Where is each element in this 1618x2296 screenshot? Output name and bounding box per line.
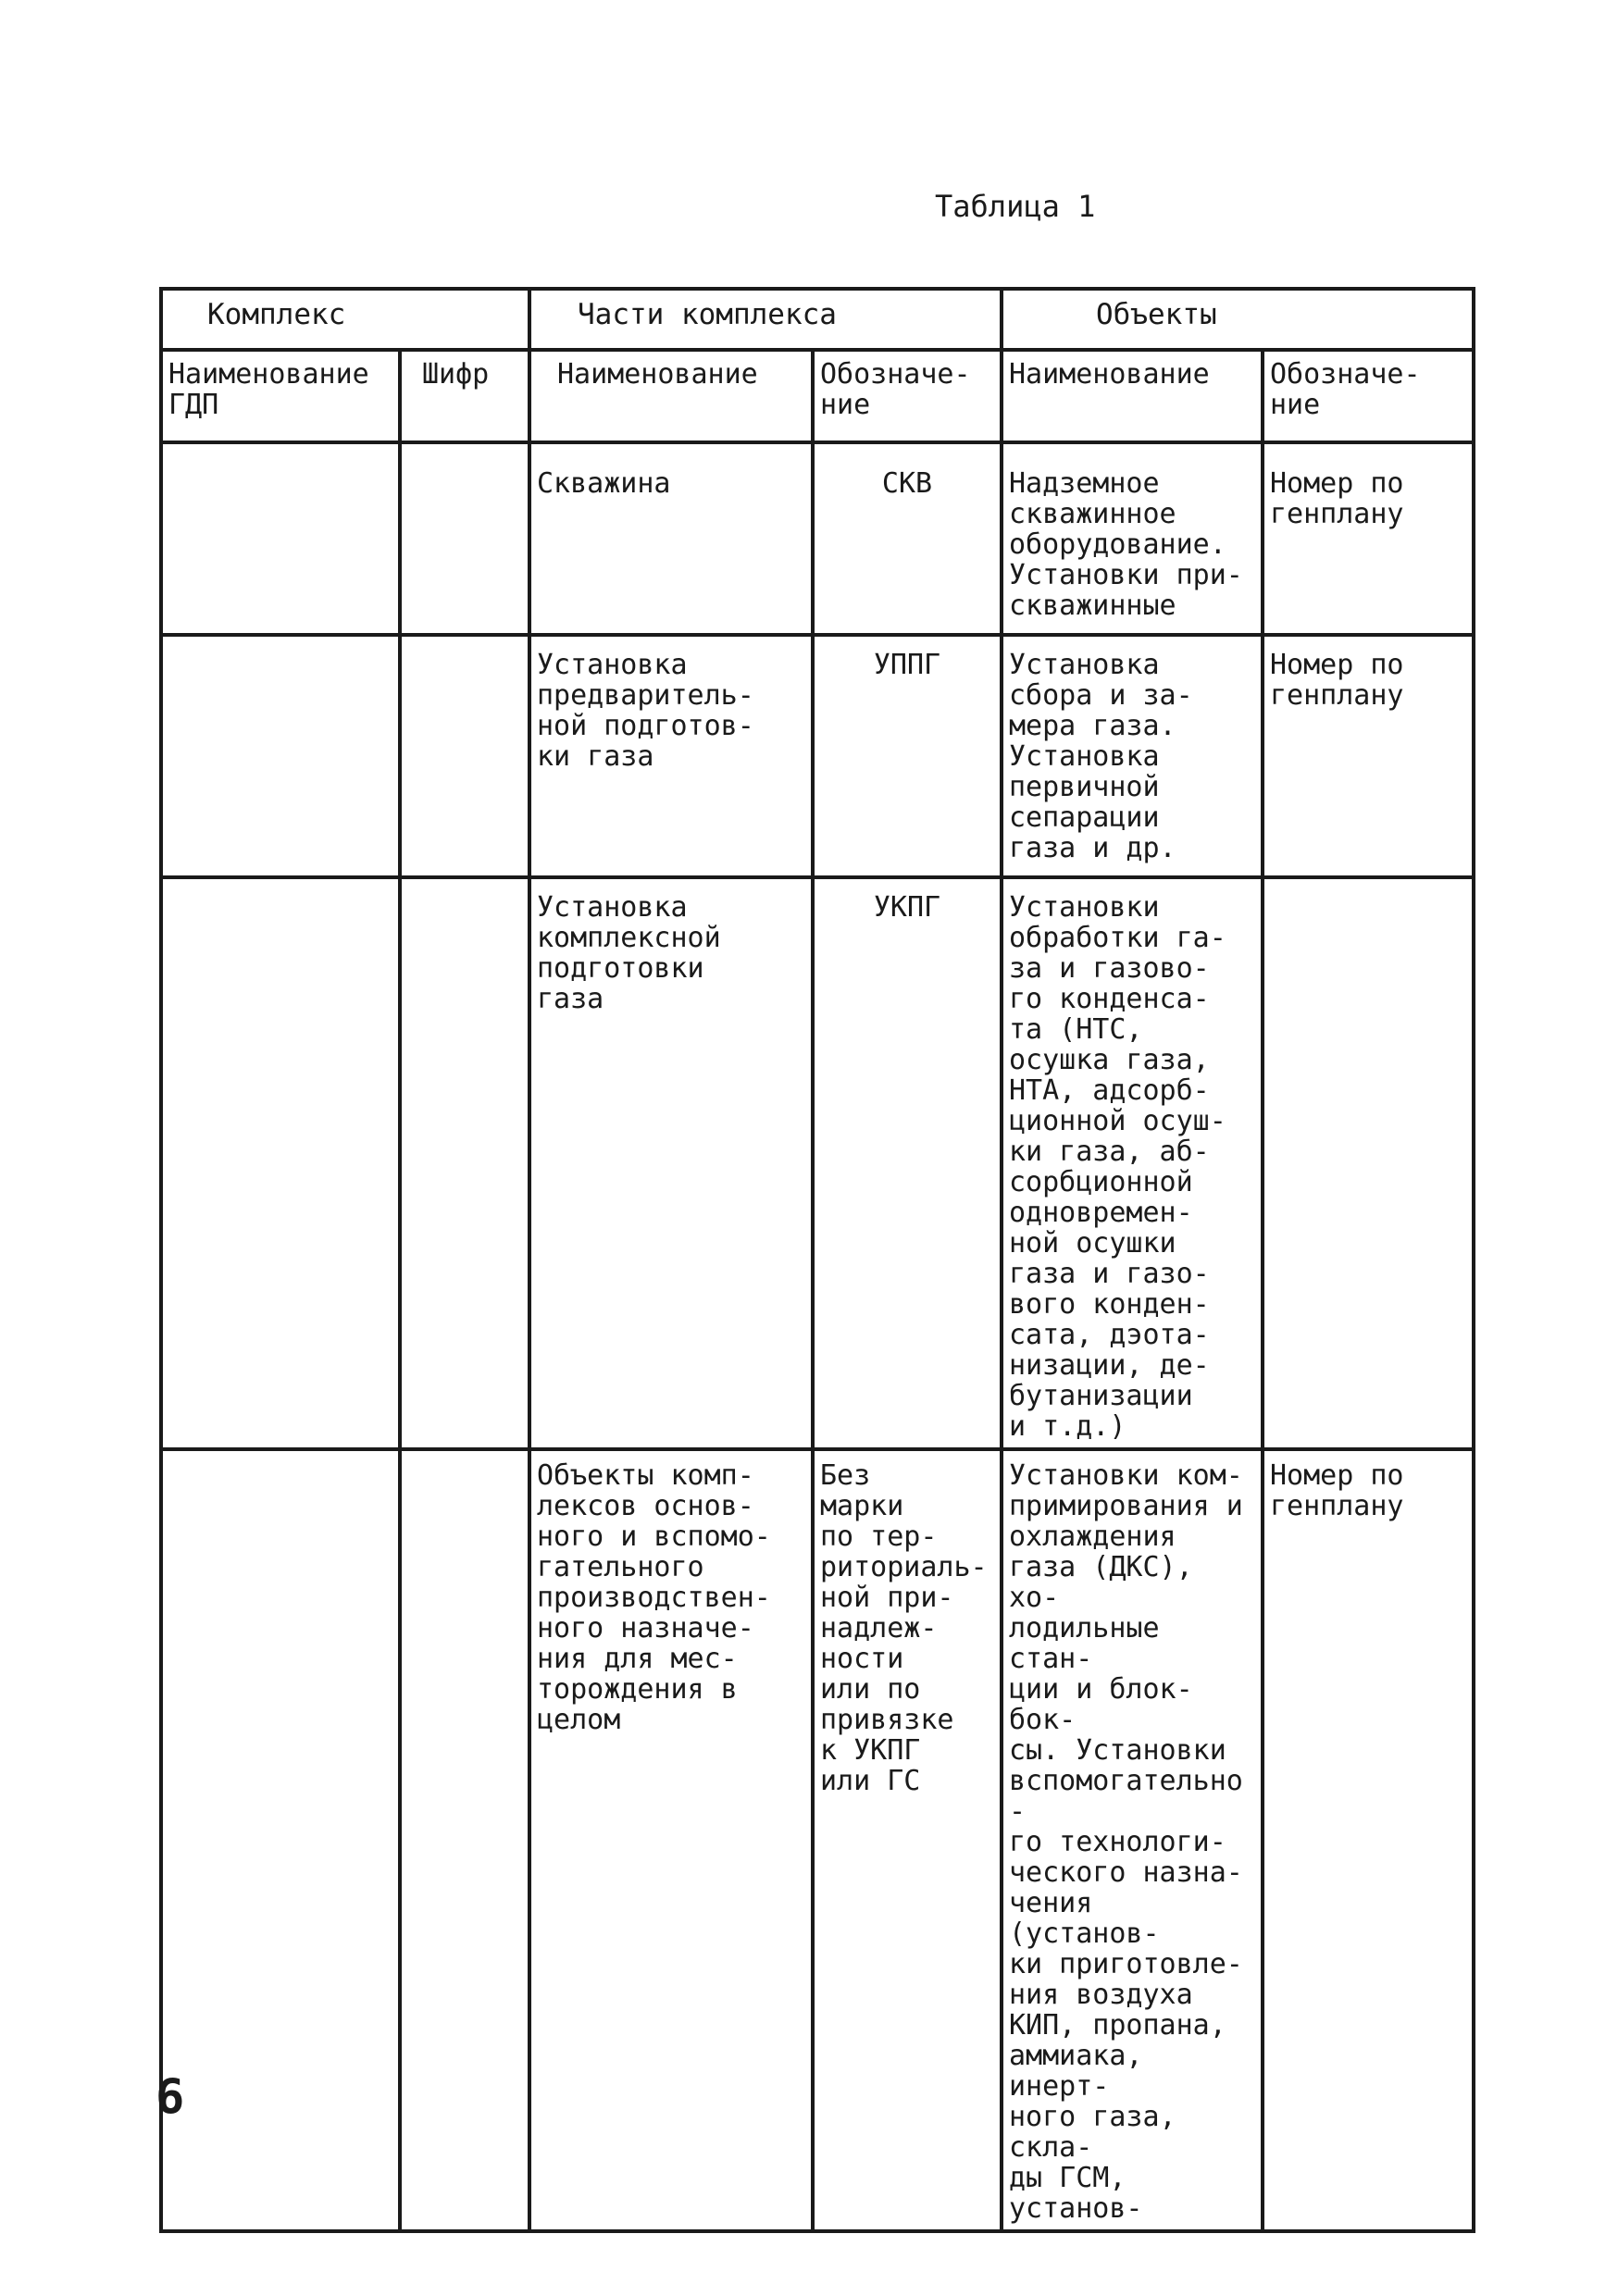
cell-part-name: Объекты комп- лексов основ- ного и вспомо- гательного производствен- ного назначе- ния для мес- торождения в целом <box>529 1449 813 2231</box>
header-parts: Части комплекса <box>529 289 1002 350</box>
cell-cipher <box>400 1449 529 2231</box>
table-row <box>161 1449 1474 2231</box>
cell-object-name: Установки ком- примирования и охлаждения газа (ДКС), хо- лодильные стан- ции и блок-бок- сы. Установки вспомогательно- го технологи- ческого назна- чения (установ- ки приготовле- ния воздуха КИП, пропана, аммиака, инерт- ного газа, скла- ды ГСМ, установ- <box>1002 1449 1263 2231</box>
cell-object-designation: Номер по генплану <box>1263 635 1474 877</box>
header-parts-name: Наименование <box>529 350 813 442</box>
cell-part-designation: УКПГ <box>813 877 1002 1449</box>
cell-object-name: Надземное скважинное оборудование. Установки при- скважинные <box>1002 442 1263 635</box>
cell-part-name: Установка комплексной подготовки газа <box>529 877 813 1449</box>
header-sub-row <box>161 350 1474 442</box>
cell-cipher <box>400 635 529 877</box>
header-parts-designation: Обозначе- ние <box>813 350 1002 442</box>
header-complex-name: Наименование ГДП <box>161 350 400 442</box>
table-title: Таблица 1 <box>935 189 1096 224</box>
page-number: 6 <box>156 2069 185 2125</box>
cell-object-designation: Номер по генплану <box>1263 1449 1474 2231</box>
cell-part-name: Установка предваритель- ной подготов- ки газа <box>529 635 813 877</box>
header-objects-name: Наименование <box>1002 350 1263 442</box>
cell-cipher <box>400 877 529 1449</box>
cell-object-designation: Номер по генплану <box>1263 442 1474 635</box>
cell-object-designation <box>1263 877 1474 1449</box>
table-row <box>161 442 1474 635</box>
cell-cipher <box>400 442 529 635</box>
cell-complex-name <box>161 442 400 635</box>
header-objects-designation: Обозначе- ние <box>1263 350 1474 442</box>
header-group-row <box>161 289 1474 350</box>
cell-object-name: Установка сбора и за- мера газа. Установка первичной сепарации газа и др. <box>1002 635 1263 877</box>
cell-part-designation: УППГ <box>813 635 1002 877</box>
cell-part-name: Скважина <box>529 442 813 635</box>
table-row <box>161 877 1474 1449</box>
cell-complex-name <box>161 635 400 877</box>
header-complex: Комплекс <box>161 289 529 350</box>
classification-table <box>159 287 1475 2233</box>
table-row <box>161 635 1474 877</box>
cell-complex-name <box>161 877 400 1449</box>
cell-complex-name <box>161 1449 400 2231</box>
header-complex-cipher: Шифр <box>400 350 529 442</box>
header-objects: Объекты <box>1002 289 1474 350</box>
cell-object-name: Установки обработки га- за и газово- го конденса- та (НТС, осушка газа, НТА, адсорб- ционной осуш- ки газа, аб- сорбционной одновремен- ной осушки газа и газо- вого конден- сата, дэота- низации, де- бутанизации и т.д.) <box>1002 877 1263 1449</box>
cell-part-designation: Без марки по тер- риториаль- ной при- надлеж- ности или по привязке к УКПГ или ГС <box>813 1449 1002 2231</box>
cell-part-designation: СКВ <box>813 442 1002 635</box>
